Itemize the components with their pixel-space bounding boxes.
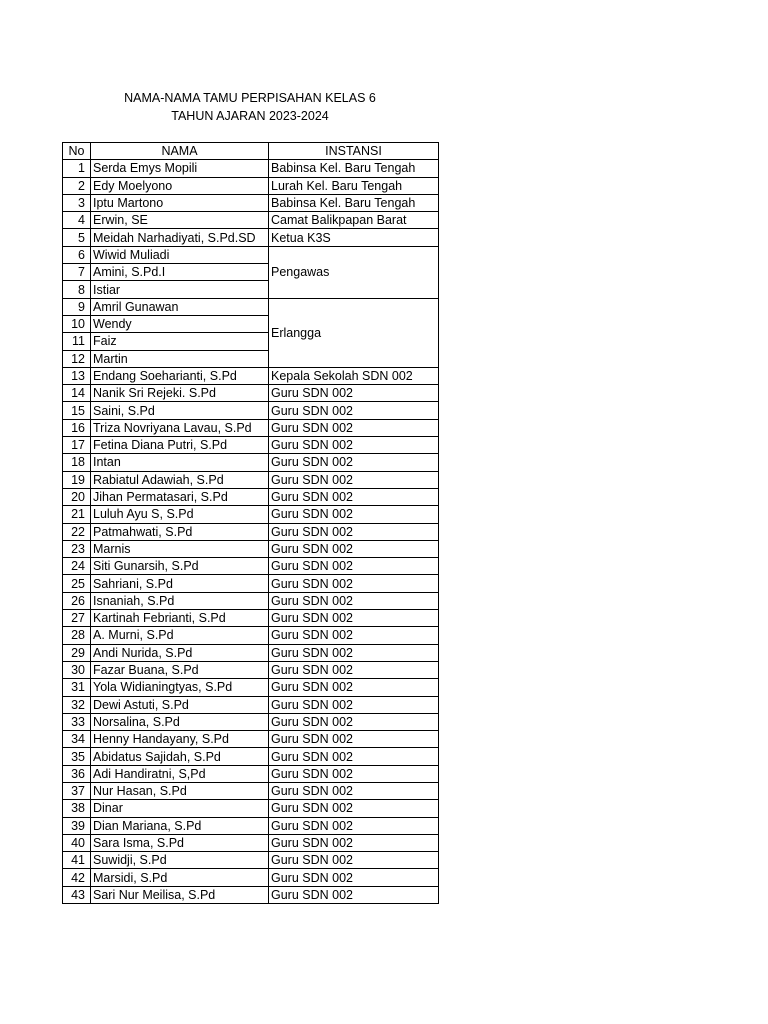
cell-no: 13 xyxy=(63,367,91,384)
cell-no: 28 xyxy=(63,627,91,644)
cell-nama: Faiz xyxy=(91,333,269,350)
cell-no: 17 xyxy=(63,437,91,454)
cell-nama: Erwin, SE xyxy=(91,212,269,229)
cell-no: 33 xyxy=(63,713,91,730)
table-row xyxy=(63,160,439,177)
table-row xyxy=(63,298,439,315)
cell-no: 7 xyxy=(63,264,91,281)
cell-instansi: Guru SDN 002 xyxy=(269,679,439,696)
cell-nama: Wendy xyxy=(91,315,269,332)
cell-nama: Nur Hasan, S.Pd xyxy=(91,782,269,799)
table-row xyxy=(63,696,439,713)
cell-nama: Rabiatul Adawiah, S.Pd xyxy=(91,471,269,488)
cell-no: 14 xyxy=(63,385,91,402)
table-row xyxy=(63,592,439,609)
cell-no: 2 xyxy=(63,177,91,194)
table-row xyxy=(63,506,439,523)
cell-no: 42 xyxy=(63,869,91,886)
cell-nama: Siti Gunarsih, S.Pd xyxy=(91,558,269,575)
cell-no: 11 xyxy=(63,333,91,350)
table-body xyxy=(63,160,439,904)
cell-no: 31 xyxy=(63,679,91,696)
table-row xyxy=(63,661,439,678)
cell-instansi: Guru SDN 002 xyxy=(269,800,439,817)
cell-nama: Edy Moelyono xyxy=(91,177,269,194)
cell-instansi: Ketua K3S xyxy=(269,229,439,246)
cell-no: 35 xyxy=(63,748,91,765)
cell-instansi: Guru SDN 002 xyxy=(269,644,439,661)
table-row xyxy=(63,731,439,748)
table-row xyxy=(63,834,439,851)
cell-instansi: Guru SDN 002 xyxy=(269,471,439,488)
cell-no: 3 xyxy=(63,194,91,211)
cell-nama: Triza Novriyana Lavau, S.Pd xyxy=(91,419,269,436)
cell-instansi: Guru SDN 002 xyxy=(269,610,439,627)
cell-no: 34 xyxy=(63,731,91,748)
cell-instansi: Camat Balikpapan Barat xyxy=(269,212,439,229)
cell-no: 15 xyxy=(63,402,91,419)
cell-nama: Dian Mariana, S.Pd xyxy=(91,817,269,834)
cell-instansi: Guru SDN 002 xyxy=(269,765,439,782)
cell-instansi: Guru SDN 002 xyxy=(269,402,439,419)
cell-nama: Fetina Diana Putri, S.Pd xyxy=(91,437,269,454)
cell-no: 10 xyxy=(63,315,91,332)
cell-nama: Yola Widianingtyas, S.Pd xyxy=(91,679,269,696)
header-no: No xyxy=(63,143,91,160)
cell-no: 16 xyxy=(63,419,91,436)
table-row xyxy=(63,437,439,454)
cell-no: 26 xyxy=(63,592,91,609)
cell-no: 22 xyxy=(63,523,91,540)
cell-nama: Marnis xyxy=(91,540,269,557)
table-row xyxy=(63,644,439,661)
table-row xyxy=(63,402,439,419)
cell-no: 25 xyxy=(63,575,91,592)
cell-nama: Wiwid Muliadi xyxy=(91,246,269,263)
table-row xyxy=(63,212,439,229)
cell-nama: Suwidji, S.Pd xyxy=(91,852,269,869)
cell-nama: Sahriani, S.Pd xyxy=(91,575,269,592)
cell-nama: Andi Nurida, S.Pd xyxy=(91,644,269,661)
cell-nama: Istiar xyxy=(91,281,269,298)
cell-instansi: Guru SDN 002 xyxy=(269,454,439,471)
cell-nama: Kartinah Febrianti, S.Pd xyxy=(91,610,269,627)
cell-nama: Intan xyxy=(91,454,269,471)
cell-instansi: Guru SDN 002 xyxy=(269,385,439,402)
cell-nama: Patmahwati, S.Pd xyxy=(91,523,269,540)
cell-no: 37 xyxy=(63,782,91,799)
table-row xyxy=(63,765,439,782)
cell-instansi: Guru SDN 002 xyxy=(269,731,439,748)
cell-instansi: Babinsa Kel. Baru Tengah xyxy=(269,160,439,177)
cell-no: 19 xyxy=(63,471,91,488)
cell-no: 24 xyxy=(63,558,91,575)
cell-instansi: Guru SDN 002 xyxy=(269,834,439,851)
table-row xyxy=(63,540,439,557)
table-header-row xyxy=(63,143,439,160)
cell-instansi: Guru SDN 002 xyxy=(269,852,439,869)
table-row xyxy=(63,679,439,696)
cell-instansi: Guru SDN 002 xyxy=(269,748,439,765)
cell-instansi: Guru SDN 002 xyxy=(269,488,439,505)
cell-no: 12 xyxy=(63,350,91,367)
cell-nama: Marsidi, S.Pd xyxy=(91,869,269,886)
cell-instansi: Lurah Kel. Baru Tengah xyxy=(269,177,439,194)
cell-no: 39 xyxy=(63,817,91,834)
table-row xyxy=(63,713,439,730)
cell-instansi: Guru SDN 002 xyxy=(269,558,439,575)
cell-nama: Abidatus Sajidah, S.Pd xyxy=(91,748,269,765)
cell-instansi: Guru SDN 002 xyxy=(269,817,439,834)
cell-no: 9 xyxy=(63,298,91,315)
cell-nama: Adi Handiratni, S,Pd xyxy=(91,765,269,782)
cell-nama: Amril Gunawan xyxy=(91,298,269,315)
table-row xyxy=(63,817,439,834)
cell-nama: Nanik Sri Rejeki. S.Pd xyxy=(91,385,269,402)
cell-no: 30 xyxy=(63,661,91,678)
cell-no: 43 xyxy=(63,886,91,903)
table-row xyxy=(63,558,439,575)
document-title xyxy=(62,89,438,125)
cell-instansi: Guru SDN 002 xyxy=(269,540,439,557)
cell-instansi: Guru SDN 002 xyxy=(269,661,439,678)
table-row xyxy=(63,194,439,211)
table-row xyxy=(63,852,439,869)
cell-no: 23 xyxy=(63,540,91,557)
cell-no: 29 xyxy=(63,644,91,661)
table-row xyxy=(63,471,439,488)
cell-nama: Fazar Buana, S.Pd xyxy=(91,661,269,678)
table-row xyxy=(63,886,439,903)
cell-no: 27 xyxy=(63,610,91,627)
table-row xyxy=(63,748,439,765)
cell-nama: Martin xyxy=(91,350,269,367)
cell-instansi: Guru SDN 002 xyxy=(269,506,439,523)
cell-instansi: Guru SDN 002 xyxy=(269,627,439,644)
table-row xyxy=(63,523,439,540)
cell-nama: Dinar xyxy=(91,800,269,817)
cell-nama: Jihan Permatasari, S.Pd xyxy=(91,488,269,505)
cell-instansi: Guru SDN 002 xyxy=(269,869,439,886)
cell-nama: Isnaniah, S.Pd xyxy=(91,592,269,609)
table-row xyxy=(63,419,439,436)
table-row xyxy=(63,488,439,505)
cell-instansi: Erlangga xyxy=(269,298,439,367)
cell-instansi: Guru SDN 002 xyxy=(269,523,439,540)
cell-instansi: Guru SDN 002 xyxy=(269,713,439,730)
cell-instansi: Guru SDN 002 xyxy=(269,437,439,454)
cell-nama: Sari Nur Meilisa, S.Pd xyxy=(91,886,269,903)
cell-no: 21 xyxy=(63,506,91,523)
cell-nama: Henny Handayany, S.Pd xyxy=(91,731,269,748)
cell-nama: Meidah Narhadiyati, S.Pd.SD xyxy=(91,229,269,246)
cell-instansi: Guru SDN 002 xyxy=(269,886,439,903)
table-row xyxy=(63,385,439,402)
cell-no: 1 xyxy=(63,160,91,177)
cell-nama: Norsalina, S.Pd xyxy=(91,713,269,730)
cell-no: 6 xyxy=(63,246,91,263)
table-row xyxy=(63,575,439,592)
cell-instansi: Kepala Sekolah SDN 002 xyxy=(269,367,439,384)
cell-no: 20 xyxy=(63,488,91,505)
cell-nama: Sara Isma, S.Pd xyxy=(91,834,269,851)
cell-no: 18 xyxy=(63,454,91,471)
table-row xyxy=(63,610,439,627)
table-row xyxy=(63,869,439,886)
cell-instansi: Pengawas xyxy=(269,246,439,298)
cell-instansi: Babinsa Kel. Baru Tengah xyxy=(269,194,439,211)
title-line-2: TAHUN AJARAN 2023-2024 xyxy=(171,109,329,123)
cell-instansi: Guru SDN 002 xyxy=(269,419,439,436)
cell-nama: Dewi Astuti, S.Pd xyxy=(91,696,269,713)
table-row xyxy=(63,367,439,384)
header-nama: NAMA xyxy=(91,143,269,160)
cell-nama: Iptu Martono xyxy=(91,194,269,211)
cell-no: 41 xyxy=(63,852,91,869)
cell-instansi: Guru SDN 002 xyxy=(269,575,439,592)
cell-nama: Amini, S.Pd.I xyxy=(91,264,269,281)
cell-nama: Endang Soeharianti, S.Pd xyxy=(91,367,269,384)
cell-no: 36 xyxy=(63,765,91,782)
cell-no: 5 xyxy=(63,229,91,246)
title-line-1: NAMA-NAMA TAMU PERPISAHAN KELAS 6 xyxy=(124,91,376,105)
cell-no: 8 xyxy=(63,281,91,298)
cell-nama: Saini, S.Pd xyxy=(91,402,269,419)
table-row xyxy=(63,177,439,194)
cell-nama: A. Murni, S.Pd xyxy=(91,627,269,644)
guest-table xyxy=(62,142,439,904)
cell-no: 4 xyxy=(63,212,91,229)
table-row xyxy=(63,800,439,817)
table-row xyxy=(63,782,439,799)
cell-no: 32 xyxy=(63,696,91,713)
cell-no: 40 xyxy=(63,834,91,851)
cell-instansi: Guru SDN 002 xyxy=(269,592,439,609)
table-row xyxy=(63,229,439,246)
header-instansi: INSTANSI xyxy=(269,143,439,160)
table-row xyxy=(63,246,439,263)
cell-nama: Serda Emys Mopili xyxy=(91,160,269,177)
table-row xyxy=(63,454,439,471)
cell-nama: Luluh Ayu S, S.Pd xyxy=(91,506,269,523)
cell-no: 38 xyxy=(63,800,91,817)
table-row xyxy=(63,627,439,644)
cell-instansi: Guru SDN 002 xyxy=(269,696,439,713)
cell-instansi: Guru SDN 002 xyxy=(269,782,439,799)
